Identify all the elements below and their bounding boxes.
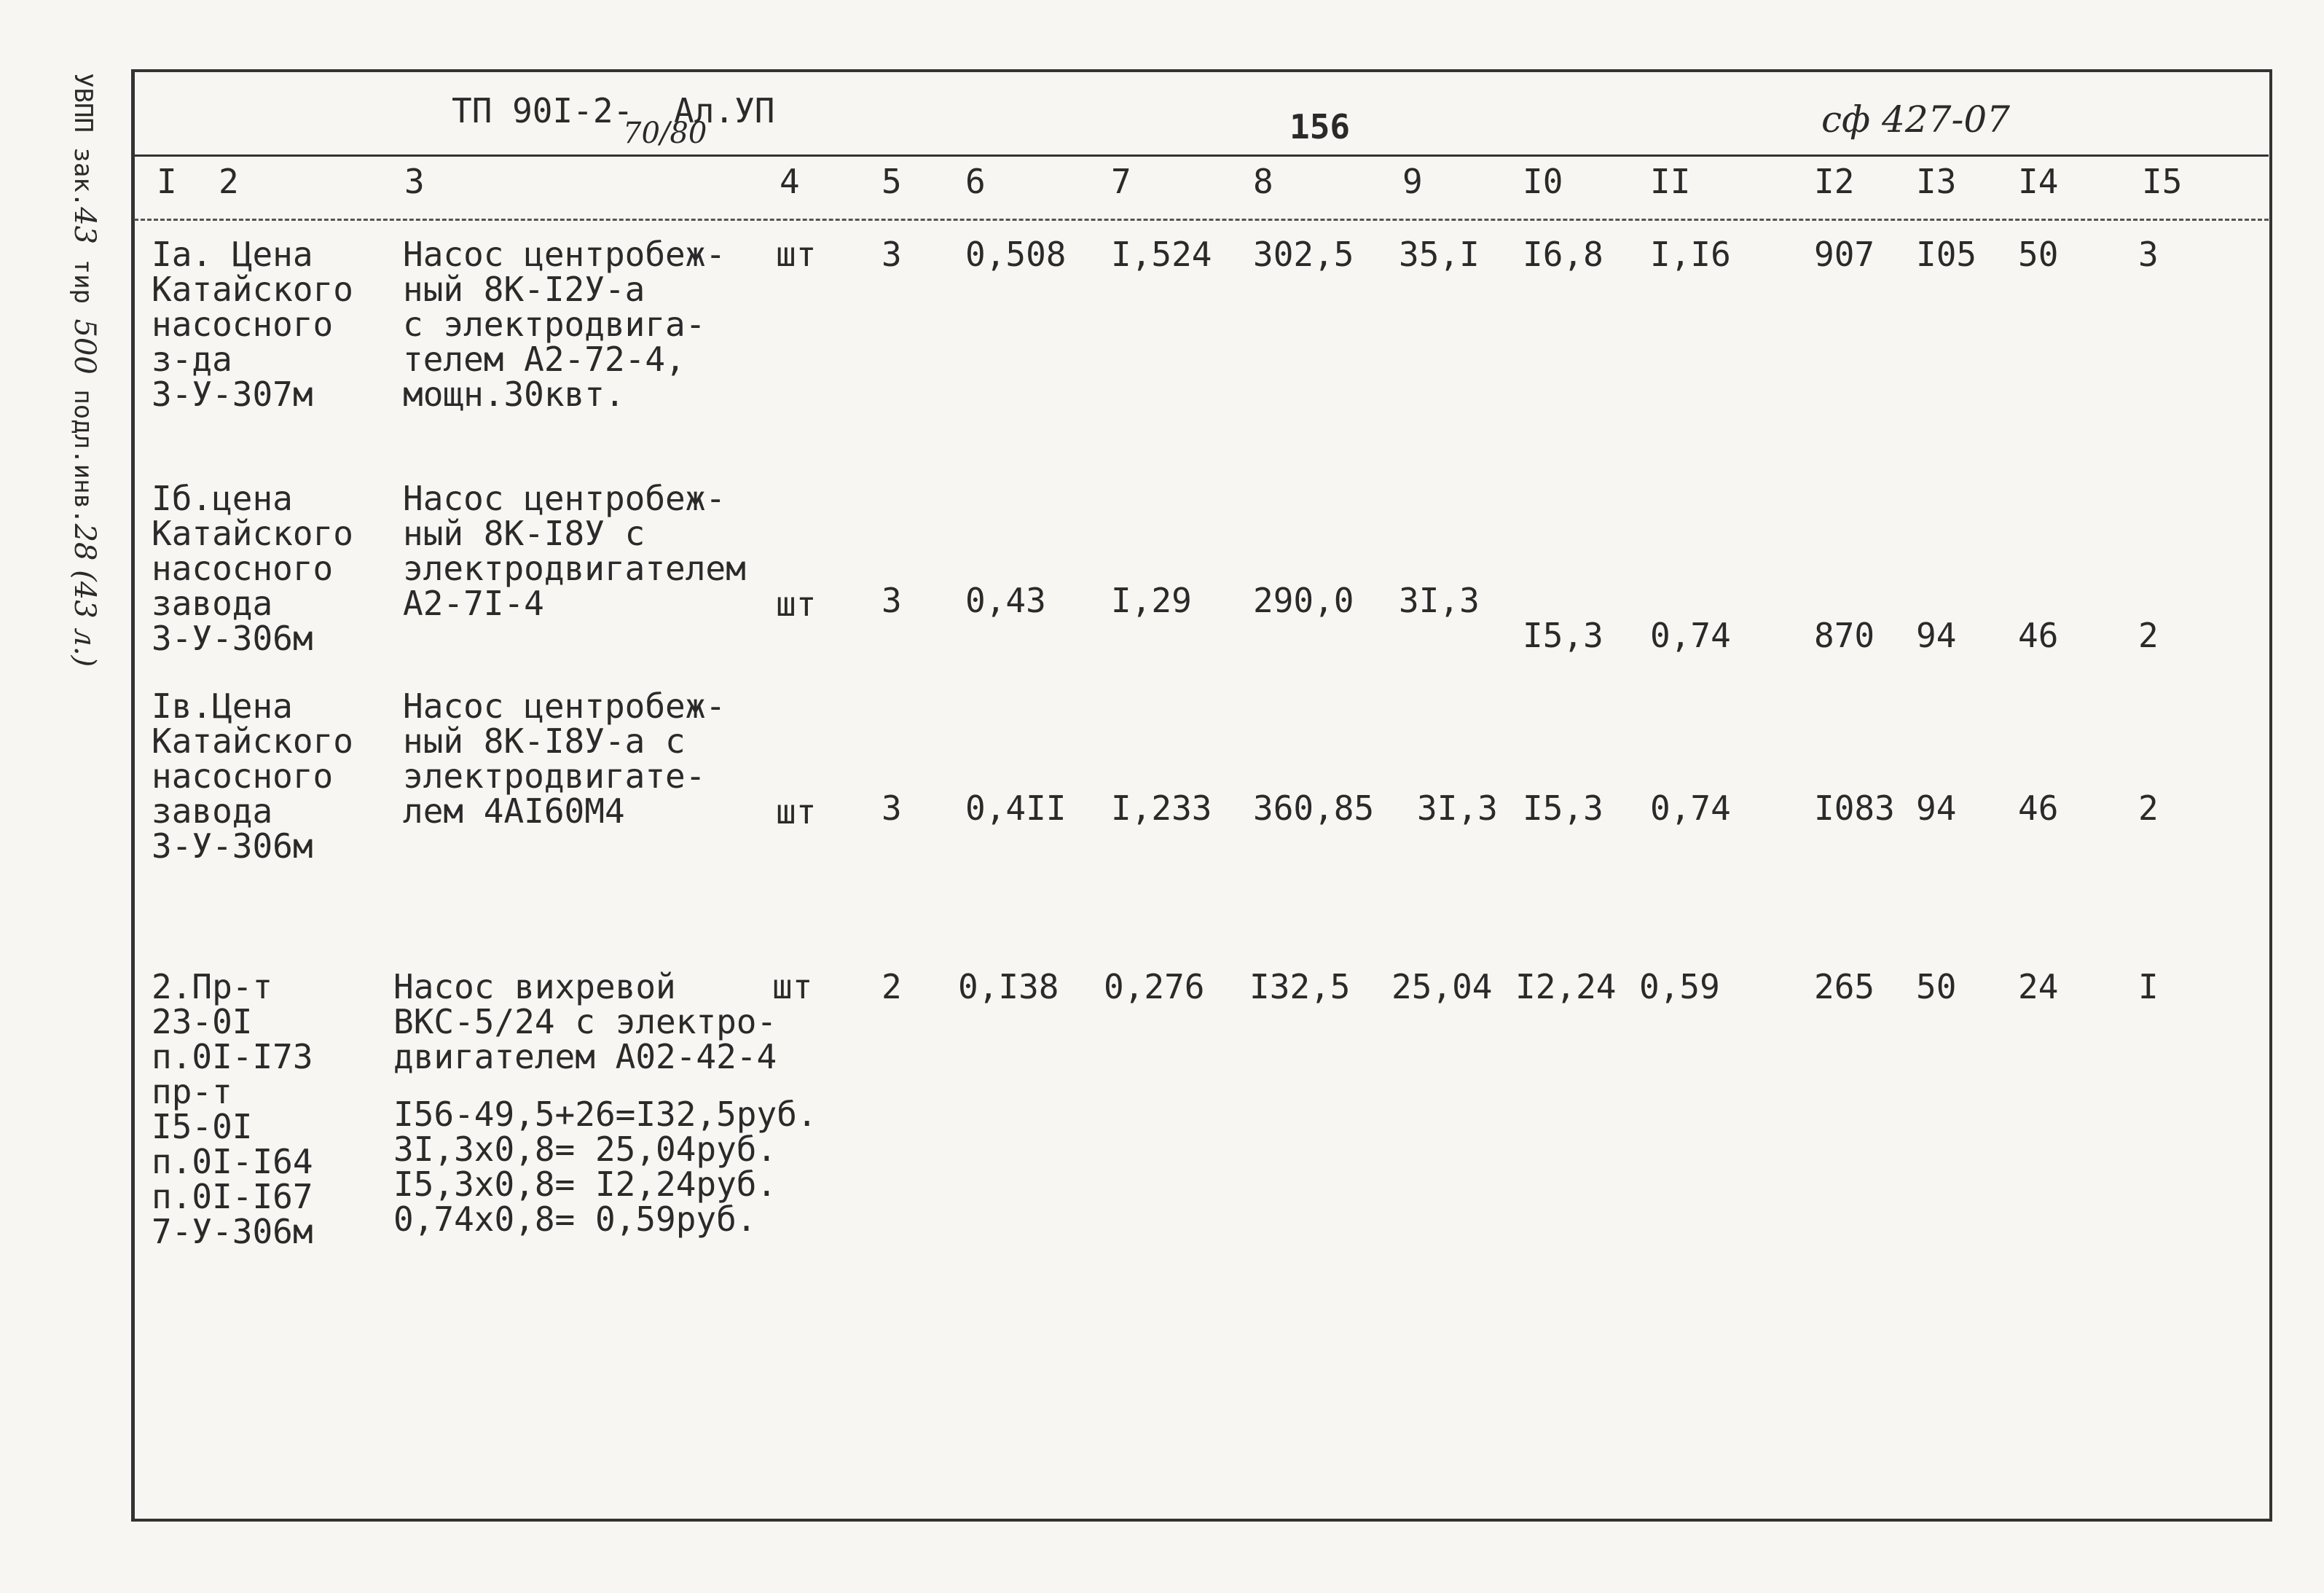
row3-qty: 3: [882, 788, 902, 828]
row4-col8: I32,5: [1249, 967, 1351, 1006]
page-number: 156: [1289, 107, 1351, 146]
header-divider: [134, 154, 2269, 157]
margin-zak-no: 43: [68, 207, 101, 245]
row1-col14: 50: [2018, 235, 2059, 274]
row1-col9: 35,I: [1399, 235, 1480, 274]
row3-col10: I5,3: [1523, 788, 1603, 828]
row2-col13: 94: [1916, 616, 1957, 655]
row3-col14: 46: [2018, 788, 2059, 828]
col-header-13: I3: [1916, 162, 1957, 201]
col-header-11: II: [1650, 162, 1691, 201]
stamp-number: сф 427-07: [1821, 98, 2010, 141]
row1-unit: шт: [776, 235, 817, 274]
row4-col9: 25,04: [1391, 967, 1493, 1006]
row3-description: Насос центробеж- ный 8К-I8У-а с электродвигате- лем 4АI60М4: [403, 686, 726, 831]
col-header-10: I0: [1523, 162, 1563, 201]
col-header-3: 3: [404, 162, 425, 201]
row1-col15: 3: [2138, 235, 2159, 274]
row3-col8: 360,85: [1253, 788, 1375, 828]
row2-description: Насос центробеж- ный 8К-I8У с электродвигателем А2-7I-4: [403, 479, 746, 623]
col-header-7: 7: [1111, 162, 1131, 201]
col-header-1: I: [157, 162, 177, 201]
row4-col6: 0,I38: [958, 967, 1059, 1006]
row2-unit: шт: [776, 584, 817, 624]
margin-podl-label: подл.инв.: [68, 374, 98, 524]
row1-col7: I,524: [1111, 235, 1212, 274]
col-header-14: I4: [2018, 162, 2059, 201]
doc-code-fraction: 70/80: [623, 117, 707, 150]
row4-qty: 2: [882, 967, 902, 1006]
row1-source: Iа. Цена Катайского насосного з-да 3-У-307м: [152, 235, 353, 414]
row3-col6: 0,4II: [965, 788, 1067, 828]
row2-col6: 0,43: [965, 581, 1046, 620]
row4-source: 2.Пр-т 23-0I п.0I-I73 пр-т I5-0I п.0I-I64 п.0I-I67 7-У-306м: [152, 967, 313, 1251]
row3-col12: I083: [1814, 788, 1895, 828]
col-header-5: 5: [882, 162, 902, 201]
row2-col15: 2: [2138, 616, 2159, 655]
col-header-12: I2: [1814, 162, 1855, 201]
margin-inv: 28: [68, 523, 101, 561]
row1-qty: 3: [882, 235, 902, 274]
col-header-6: 6: [965, 162, 986, 201]
row1-col11: I,I6: [1650, 235, 1731, 274]
row1-col13: I05: [1916, 235, 1977, 274]
row3-source: Iв.Цена Катайского насосного завода 3-У-306м: [152, 686, 353, 866]
col-header-9: 9: [1402, 162, 1423, 201]
row2-col9: 3I,3: [1399, 581, 1480, 620]
row4-unit: шт: [772, 967, 813, 1006]
row4-col7: 0,276: [1104, 967, 1205, 1006]
col-header-4: 4: [780, 162, 800, 201]
row1-description: Насос центробеж- ный 8К-I2У-а с электродвига- телем А2-72-4, мощн.30квт.: [403, 235, 726, 414]
row3-col11: 0,74: [1650, 788, 1731, 828]
row1-col10: I6,8: [1523, 235, 1603, 274]
row2-col7: I,29: [1111, 581, 1192, 620]
album-label: Ал.УП: [674, 91, 775, 130]
row4-description: Насос вихревой ВКС-5/24 с электро- двигателем А02-42-4: [393, 967, 777, 1076]
row2-col11: 0,74: [1650, 616, 1731, 655]
row2-col14: 46: [2018, 616, 2059, 655]
row2-qty: 3: [882, 581, 902, 620]
row3-col13: 94: [1916, 788, 1957, 828]
row2-col8: 290,0: [1253, 581, 1354, 620]
row4-col14: 24: [2018, 967, 2059, 1006]
column-header-divider: [134, 219, 2269, 221]
margin-sheets: (43 л.): [68, 560, 101, 668]
margin-note: [68, 73, 101, 668]
row1-col8: 302,5: [1253, 235, 1354, 274]
col-header-15: I5: [2142, 162, 2183, 201]
row4-calculation: I56-49,5+26=I32,5руб. 3I,3х0,8= 25,04руб. I5,3х0,8= I2,24руб. 0,74х0,8= 0,59руб.: [393, 1095, 817, 1239]
row2-col12: 870: [1814, 616, 1875, 655]
row3-unit: шт: [776, 792, 817, 831]
margin-prefix: УВПП зак.: [68, 73, 98, 208]
col-header-8: 8: [1253, 162, 1273, 201]
row1-col12: 907: [1814, 235, 1875, 274]
col-header-2: 2: [219, 162, 239, 201]
row2-source: Iб.цена Катайского насосного завода 3-У-306м: [152, 479, 353, 658]
row3-col15: 2: [2138, 788, 2159, 828]
row3-col9: 3I,3: [1417, 788, 1498, 828]
row1-col6: 0,508: [965, 235, 1067, 274]
doc-code: ТП 90I-2-: [452, 91, 634, 130]
row4-col10: I2,24: [1515, 967, 1617, 1006]
margin-tir-label: тир: [68, 244, 98, 319]
row2-col10: I5,3: [1523, 616, 1603, 655]
row4-col12: 265: [1814, 967, 1875, 1006]
row3-col7: I,233: [1111, 788, 1212, 828]
margin-tirazh: 500: [68, 318, 101, 375]
row4-col11: 0,59: [1639, 967, 1720, 1006]
row4-col15: I: [2138, 967, 2159, 1006]
row4-col13: 50: [1916, 967, 1957, 1006]
